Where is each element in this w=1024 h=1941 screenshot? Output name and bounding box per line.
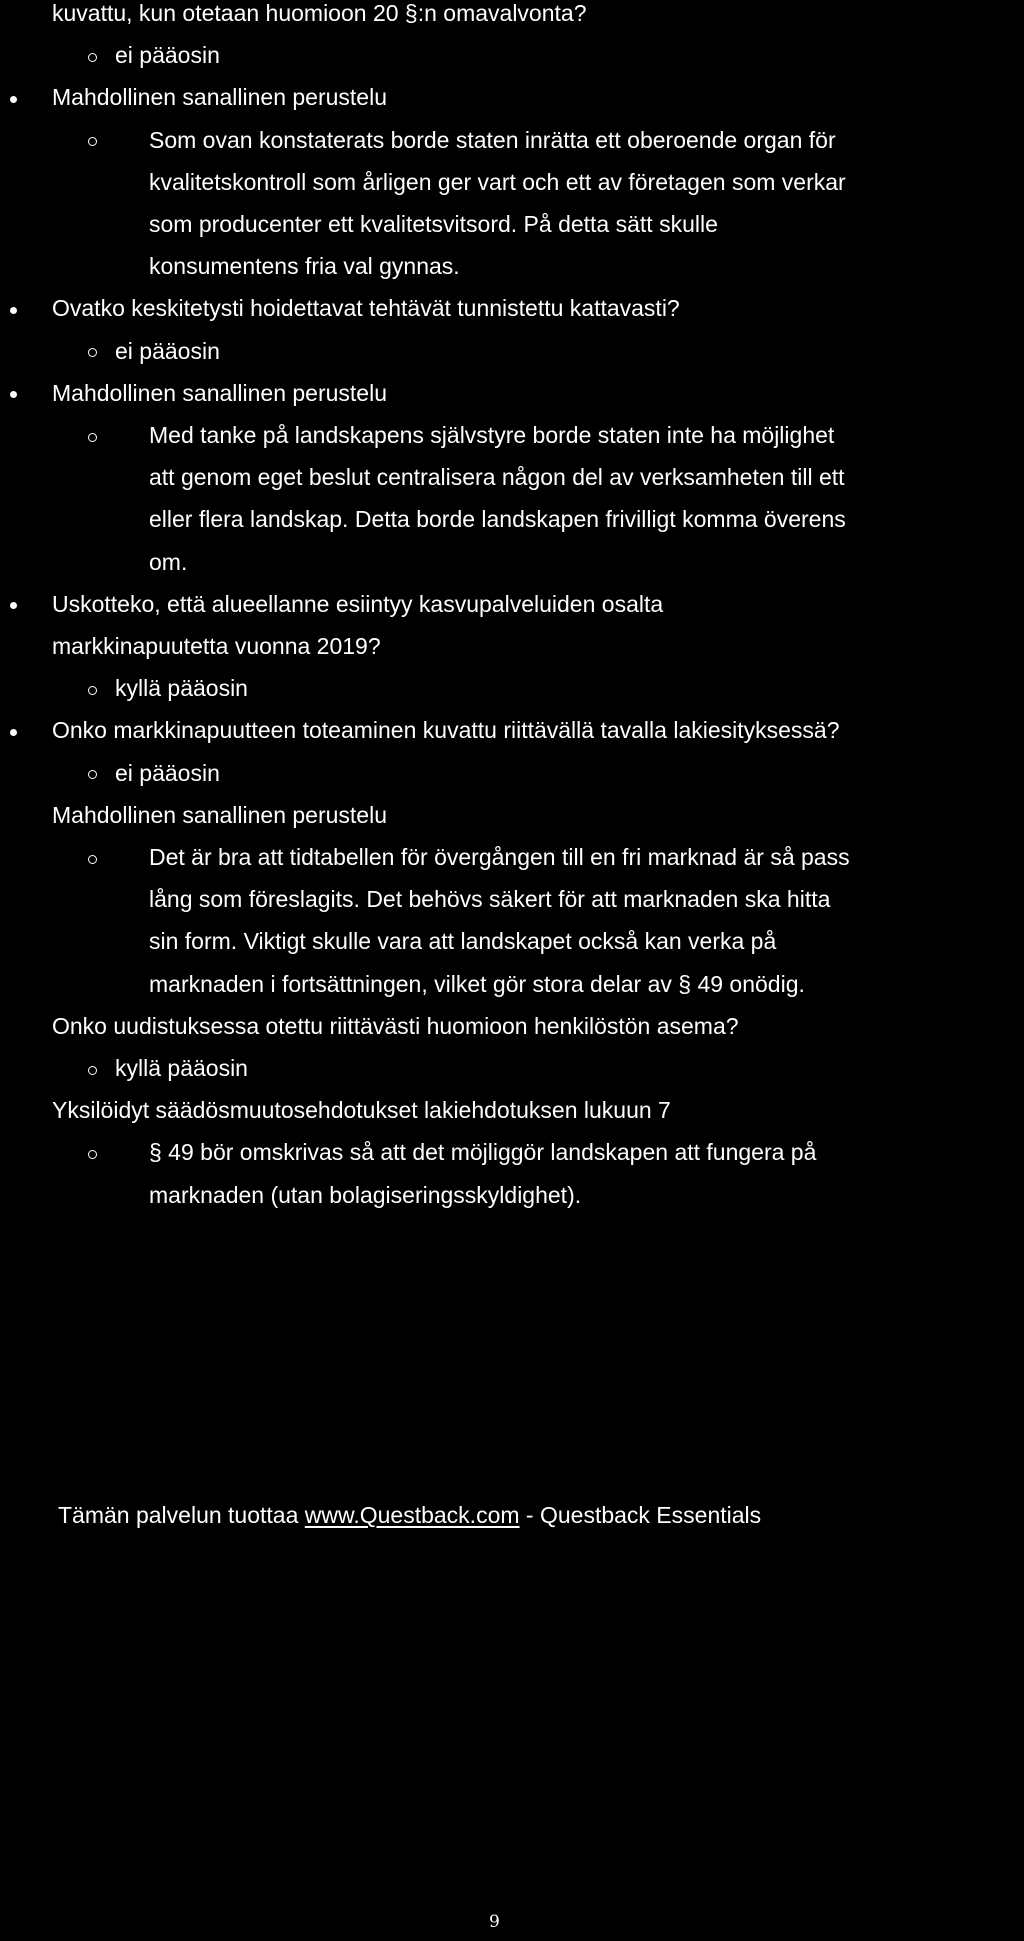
text-line: Onko markkinapuutteen toteaminen kuvattu riittävällä tavalla lakiesityksessä? (52, 717, 840, 744)
text-line: marknaden (utan bolagiseringsskyldighet). (149, 1181, 582, 1208)
bullet-icon (10, 602, 17, 609)
circle-bullet-icon (88, 137, 97, 146)
text-line: kuvattu, kun otetaan huomioon 20 §:n omavalvonta? (52, 0, 587, 26)
circle-bullet-icon (88, 1150, 97, 1159)
bullet-icon (10, 96, 17, 103)
bullet-icon (10, 307, 17, 314)
text-line: Mahdollinen sanallinen perustelu (52, 379, 388, 406)
text-line: Med tanke på landskapens självstyre borde staten inte ha möjlighet (149, 422, 835, 448)
questback-link[interactable]: www.Questback.com (304, 1502, 520, 1528)
circle-bullet-icon (88, 770, 97, 779)
text-line: Uskotteko, että alueellanne esiintyy kasvupalveluiden osalta (52, 590, 664, 617)
text-line: Som ovan konstaterats borde staten inrätta ett oberoende organ för (149, 126, 836, 153)
footer-prefix: Tämän palvelun tuottaa (58, 1502, 305, 1528)
circle-bullet-icon (88, 348, 97, 357)
text-line: lång som föreslagits. Det behövs säkert för att marknaden ska hitta (149, 886, 831, 913)
bullet-icon (10, 391, 17, 398)
text-line: som producenter ett kvalitetsvitsord. På detta sätt skulle (149, 211, 718, 237)
circle-bullet-icon (88, 433, 97, 442)
text-line: Det är bra att tidtabellen för övergången till en fri marknad är så pass (149, 844, 850, 870)
circle-bullet-icon (88, 855, 97, 864)
text-line: eller flera landskap. Detta borde landskapen frivilligt komma överens (149, 506, 846, 533)
text-line: ei pääosin (115, 42, 220, 69)
text-line: markkinapuutetta vuonna 2019? (52, 633, 381, 659)
text-line: konsumentens fria val gynnas. (149, 253, 460, 280)
footer-credit (58, 1504, 761, 1527)
text-line: kvalitetskontroll som årligen ger vart och ett av företagen som verkar (149, 168, 846, 195)
text-line: om. (149, 548, 188, 575)
text-line: kyllä pääosin (115, 1055, 248, 1081)
text-line: Ovatko keskitetysti hoidettavat tehtävät tunnistettu kattavasti? (52, 295, 680, 322)
text-line: att genom eget beslut centralisera någon del av verksamheten till ett (149, 464, 845, 491)
text-line: kyllä pääosin (115, 675, 248, 702)
page-number: 9 (489, 1912, 500, 1932)
circle-bullet-icon (88, 53, 97, 62)
text-line: Onko uudistuksessa otettu riittävästi huomioon henkilöstön asema? (52, 1012, 739, 1039)
text-line: Mahdollinen sanallinen perustelu (52, 801, 388, 828)
text-line: Yksilöidyt säädösmuutosehdotukset lakiehdotuksen lukuun 7 (52, 1097, 671, 1124)
circle-bullet-icon (88, 1066, 97, 1075)
bullet-icon (10, 729, 17, 736)
text-line: sin form. Viktigt skulle vara att landskapet också kan verka på (149, 928, 777, 955)
circle-bullet-icon (88, 686, 97, 695)
text-line: ei pääosin (115, 759, 220, 786)
text-line: § 49 bör omskrivas så att det möjliggör landskapen att fungera på (149, 1139, 817, 1166)
text-line: ei pääosin (115, 337, 220, 364)
text-line: marknaden i fortsättningen, vilket gör stora delar av § 49 onödig. (149, 970, 805, 997)
footer-suffix: - Questback Essentials (519, 1502, 762, 1528)
text-line: Mahdollinen sanallinen perustelu (52, 84, 388, 111)
